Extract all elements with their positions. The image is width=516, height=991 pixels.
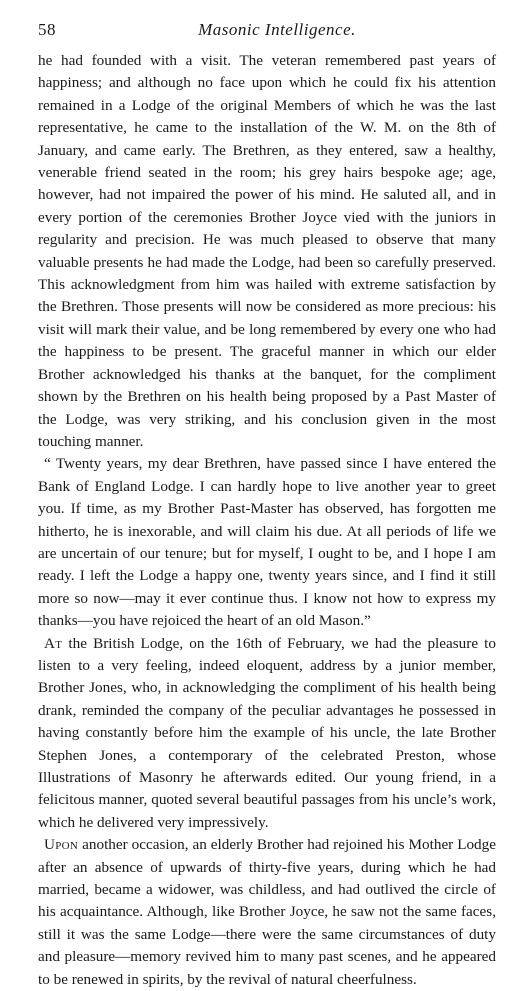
paragraph-british-lodge [38,633,496,835]
paragraph-lead: Upon [44,836,79,854]
running-head [38,20,496,42]
paragraph-lead: At [44,634,63,652]
paragraph-text: he had founded with a visit. The veteran remembered past years of happiness; and although no face upon which he could fix his attention remained in a Lodge of the original Members of which he was the last representative, he came to the installation of the W. M. on the 8th of January, and came early. The Brethren, as they entered, saw a healthy, venerable friend seated in the room; his grey hairs bespoke age; age, however, had not impaired the power of his mind. He saluted all, and in every portion of the ceremonies Brother Joyce vied with the juniors in regularity and precision. He was much pleased to observe that many valuable presents he had made the Lodge, had been so carefully preserved. This acknowledgment from him was hailed with extreme satisfaction by the Brethren. Those presents will now be considered as more precious: his visit will mark their value, and be long remembered by every one who had the happiness to be present. The graceful manner in which our elder Brother acknowledged his thanks at the banquet, for the compliment shown by the Brethren on his health being proposed by a Past Master of the Lodge, was very striking, and his conclusion given in the most touching manner. [38,52,496,450]
paragraph-text: another occasion, an elderly Brother had rejoined his Mother Lodge after an absence of upwards of thirty-five years, during which he had married, became a widower, was childless, and had outlived the circle of his acquaintance. Although, like Brother Joyce, he saw not the same faces, still it was the same Lodge—there were the same circumstances of duty and pleasure—memory revived him to many past scenes, and he appeared to be renewed in spirits, by the revival of natural cheerfulness. [38,836,496,988]
paragraph-joyce-visit [38,50,496,453]
running-title: Masonic Intelligence. [198,20,356,39]
page-number: 58 [38,20,56,39]
paragraph-elderly-brother [38,834,496,991]
paragraph-text: “ Twenty years, my dear Brethren, have passed since I have entered the Bank of England Lodge. I can hardly hope to live another year to greet you. If time, as my Brother Past-Master has observed, has forgotten me hitherto, he is inexorable, and will claim his due. At all periods of life we are uncertain of our tenure; but for myself, I ought to be, and I hope I am ready. I left the Lodge a happy one, twenty years since, and I find it still more so now—may it ever continue thus. I know not how to express my thanks—you have rejoiced the heart of an old Mason.” [38,455,496,630]
body-text [38,50,496,991]
paragraph-text: the British Lodge, on the 16th of February, we had the pleasure to listen to a very feeling, indeed eloquent, address by a junior member, Brother Jones, who, in acknowledging the compliment of his health being drank, reminded the company of the peculiar advantages he possessed in having constantly before him the example of his uncle, the late Brother Stephen Jones, a contemporary of the celebrated Preston, whose Illustrations of Masonry he afterwards edited. Our young friend, in a felicitous manner, quoted several beautiful passages from his uncle’s work, which he delivered very impressively. [38,634,496,831]
paragraph-joyce-speech [38,453,496,632]
